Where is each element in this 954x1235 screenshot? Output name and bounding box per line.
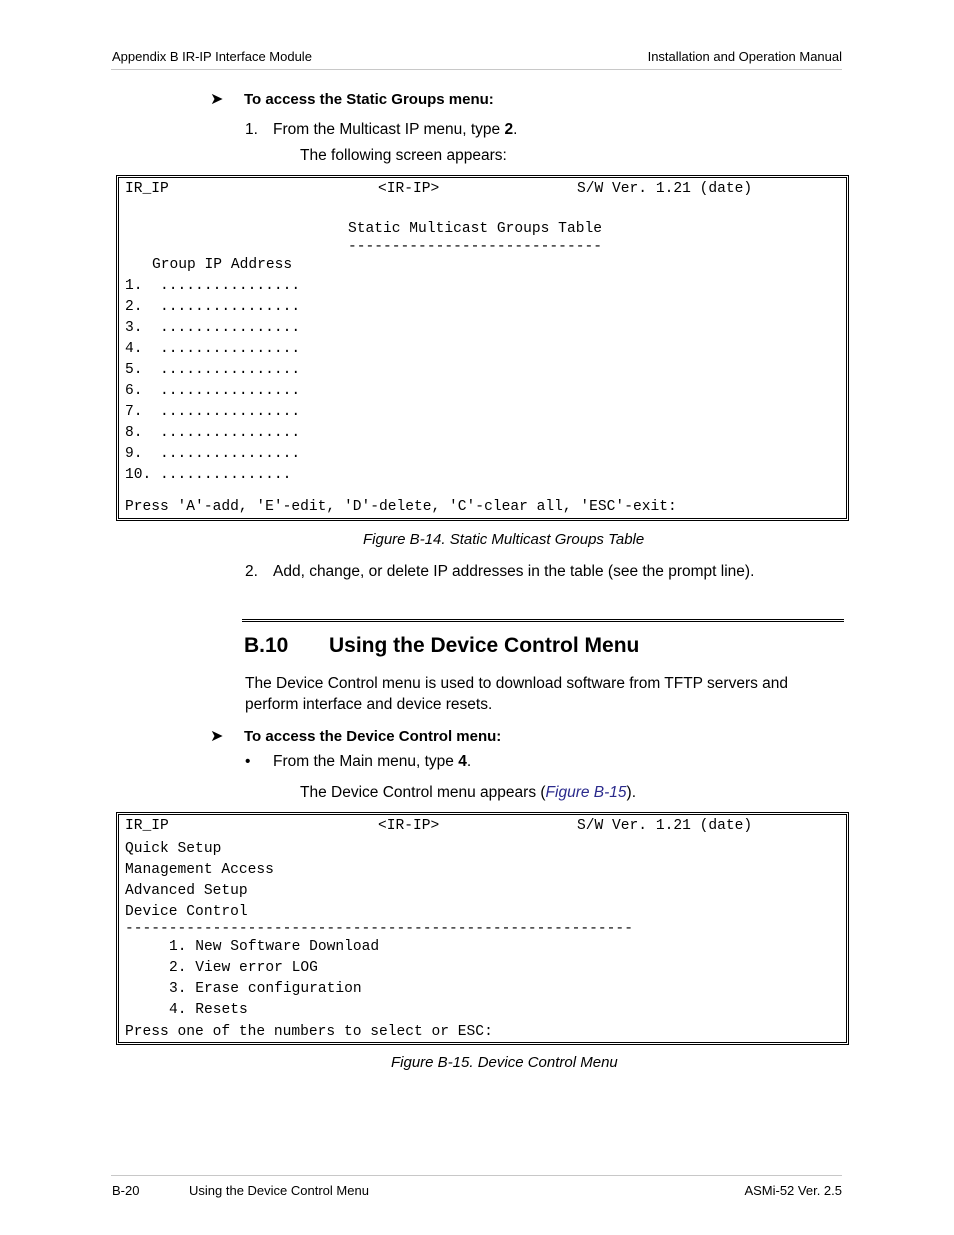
note-text-end: ). xyxy=(626,784,636,801)
step-1-note: The following screen appears: xyxy=(300,147,507,164)
intro-paragraph xyxy=(245,673,788,715)
menu-path-item: Device Control xyxy=(125,904,248,920)
group-row: 6. ................ xyxy=(125,383,301,399)
screen-title-left: IR_IP xyxy=(125,818,169,834)
screen-prompt: Press 'A'-add, 'E'-edit, 'D'-delete, 'C'-clear all, 'ESC'-exit: xyxy=(125,499,677,515)
section-heading xyxy=(244,634,639,658)
step-text: From the Multicast IP menu, type xyxy=(273,121,505,138)
header-manual-title: Installation and Operation Manual xyxy=(647,49,842,64)
terminal-screen-static-groups xyxy=(116,175,849,521)
menu-option[interactable]: 1. New Software Download xyxy=(169,939,380,955)
table-title: Static Multicast Groups Table xyxy=(348,221,602,237)
terminal-screen-device-control xyxy=(116,812,849,1045)
page-header xyxy=(111,48,842,70)
step-text: Add, change, or delete IP addresses in the table (see the prompt line). xyxy=(273,563,755,580)
section-number: B.10 xyxy=(244,634,289,657)
menu-option[interactable]: 3. Erase configuration xyxy=(169,981,362,997)
bullet-icon: • xyxy=(245,753,251,770)
intro-line-2: perform interface and device resets. xyxy=(245,696,493,713)
screen-title-left: IR_IP xyxy=(125,181,169,197)
screen-title-center: <IR-IP> xyxy=(378,181,440,197)
procedure-heading-static-groups xyxy=(210,89,494,109)
bullet-key: 4 xyxy=(458,753,467,770)
arrow-icon: ➤ xyxy=(210,91,224,108)
bullet-item xyxy=(245,751,471,772)
group-row: 1. ................ xyxy=(125,278,301,294)
menu-path-item: Management Access xyxy=(125,862,274,878)
bullet-text-end: . xyxy=(466,753,472,770)
column-header: Group IP Address xyxy=(152,257,293,273)
menu-option[interactable]: 2. View error LOG xyxy=(169,960,318,976)
step-key: 2 xyxy=(504,121,514,138)
header-chapter: Appendix B IR-IP Interface Module xyxy=(112,49,312,64)
menu-option[interactable]: 4. Resets xyxy=(169,1002,248,1018)
section-title: Using the Device Control Menu xyxy=(329,634,640,657)
group-row: 9. ................ xyxy=(125,446,301,462)
note-text: The Device Control menu appears ( xyxy=(300,784,546,801)
section-rule xyxy=(242,619,844,622)
group-row: 4. ................ xyxy=(125,341,301,357)
group-row: 7. ................ xyxy=(125,404,301,420)
screen-title-center: <IR-IP> xyxy=(378,818,440,834)
page-footer xyxy=(111,1175,842,1206)
footer-version: ASMi-52 Ver. 2.5 xyxy=(744,1183,842,1198)
figure-caption-b14: Figure B-14. Static Multicast Groups Table xyxy=(363,531,645,548)
step-1 xyxy=(245,119,517,140)
step-number: 1. xyxy=(245,121,258,138)
step-number: 2. xyxy=(245,563,258,580)
arrow-icon: ➤ xyxy=(210,728,224,745)
menu-divider: ---------------------------------------------------------- xyxy=(125,921,633,937)
table-title-underline: ----------------------------- xyxy=(348,239,602,255)
group-row: 10. ............... xyxy=(125,467,292,483)
step-2 xyxy=(245,561,754,582)
screen-prompt: Press one of the numbers to select or ESC: xyxy=(125,1024,493,1040)
bullet-text: From the Main menu, type xyxy=(273,753,459,770)
group-row: 2. ................ xyxy=(125,299,301,315)
menu-path-item: Quick Setup xyxy=(125,841,222,857)
footer-section: Using the Device Control Menu xyxy=(189,1183,369,1198)
procedure-title: To access the Static Groups menu: xyxy=(244,91,494,108)
screen-version: S/W Ver. 1.21 (date) xyxy=(577,181,753,197)
figure-caption-b15: Figure B-15. Device Control Menu xyxy=(391,1054,618,1071)
group-row: 3. ................ xyxy=(125,320,301,336)
figure-link[interactable]: Figure B-15 xyxy=(545,784,627,801)
procedure-heading-device-control xyxy=(210,726,501,746)
menu-path-item: Advanced Setup xyxy=(125,883,248,899)
step-text-end: . xyxy=(513,121,518,138)
group-row: 8. ................ xyxy=(125,425,301,441)
group-row: 5. ................ xyxy=(125,362,301,378)
intro-line-1: The Device Control menu is used to download software from TFTP servers and xyxy=(245,675,789,692)
menu-appears-note xyxy=(300,782,636,803)
screen-version: S/W Ver. 1.21 (date) xyxy=(577,818,753,834)
procedure-title: To access the Device Control menu: xyxy=(244,728,502,745)
page-number: B-20 xyxy=(112,1183,140,1198)
